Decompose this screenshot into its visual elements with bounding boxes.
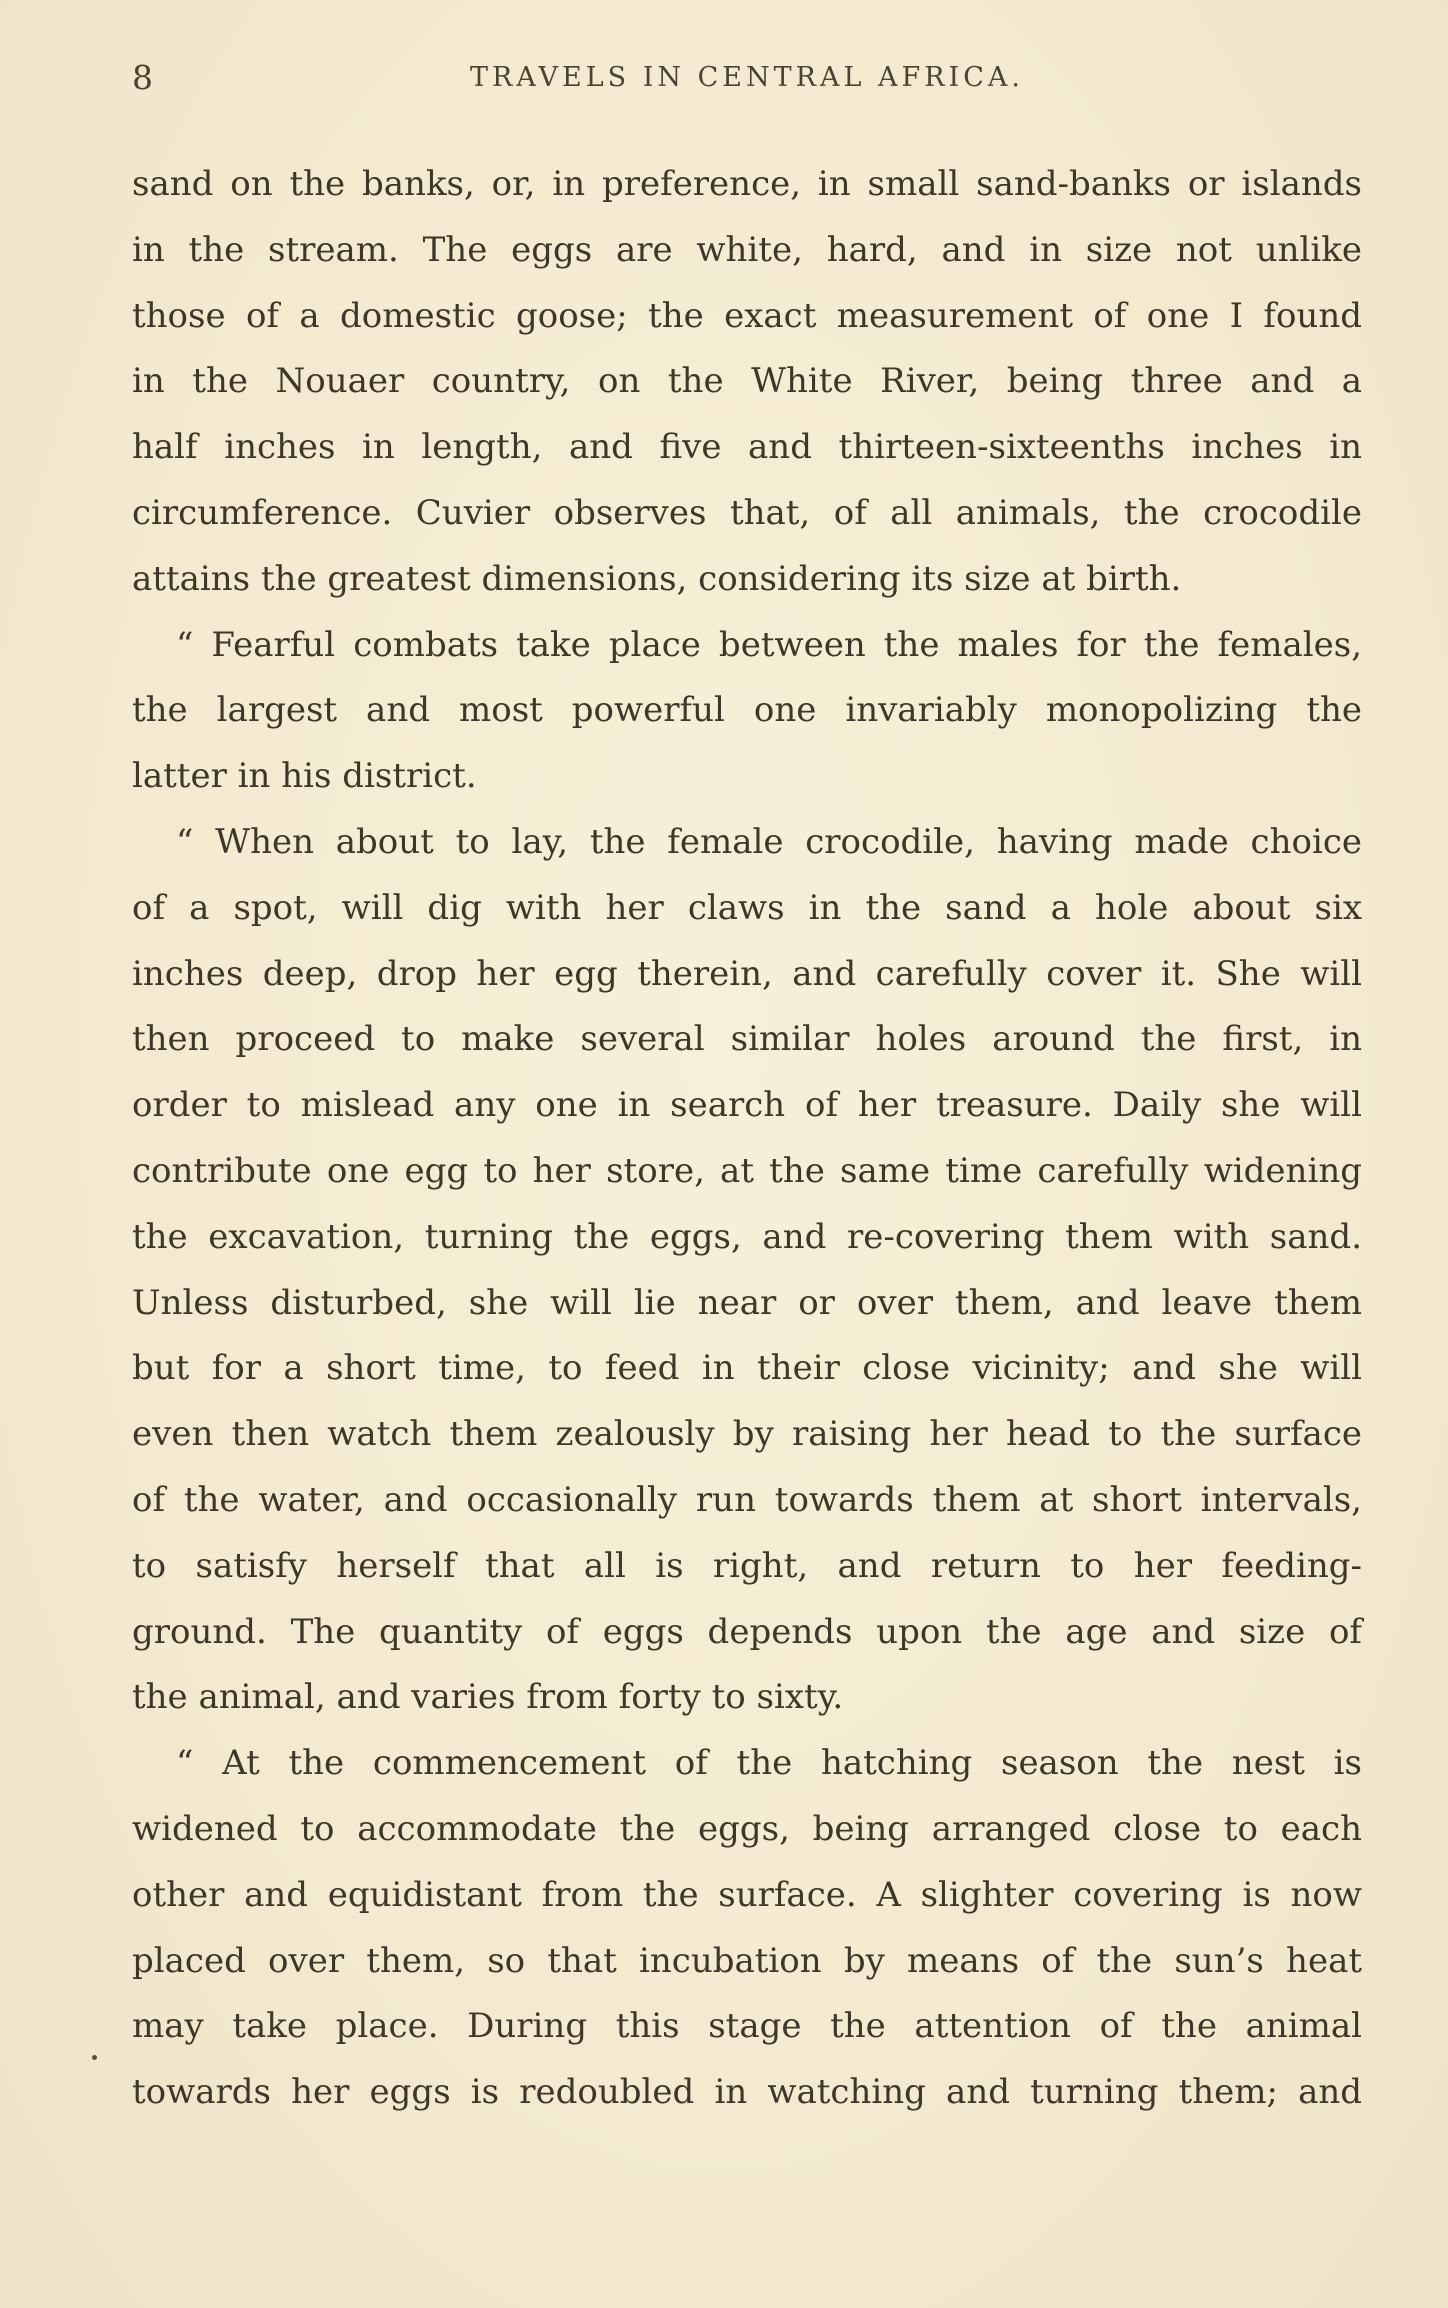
running-title: TRAVELS IN CENTRAL AFRICA.: [470, 62, 1024, 93]
text-line: even then watch them zealously by raising her head to the surface: [132, 1414, 1362, 1455]
text-line: “ Fearful combats take place between the males for the females,: [176, 624, 1362, 665]
text-line: in the Nouaer country, on the White River, being three and a: [132, 361, 1362, 402]
text-line: Unless disturbed, she will lie near or over them, and leave them: [132, 1282, 1362, 1323]
text-line: order to mislead any one in search of her treasure. Daily she will: [132, 1085, 1362, 1126]
text-line: placed over them, so that incubation by means of the sun’s heat: [132, 1940, 1362, 1981]
page-number: 8: [132, 58, 153, 97]
text-line: but for a short time, to feed in their close vicinity; and she will: [132, 1348, 1362, 1389]
text-line: inches deep, drop her egg therein, and carefully cover it. She will: [132, 953, 1362, 994]
text-line: sand on the banks, or, in preference, in small sand-banks or islands: [132, 164, 1362, 204]
text-line: ground. The quantity of eggs depends upon the age and size of: [132, 1611, 1362, 1652]
text-line: the largest and most powerful one invariably monopolizing the: [132, 690, 1362, 731]
text-line: “ When about to lay, the female crocodile, having made choice: [176, 821, 1362, 862]
text-line: attains the greatest dimensions, considering its size at birth.: [132, 558, 1182, 599]
text-line: towards her eggs is redoubled in watching and turning them; and: [132, 2072, 1362, 2113]
text-line: those of a domestic goose; the exact measurement of one I found: [132, 295, 1362, 336]
margin-dot: [92, 2055, 97, 2060]
text-line: widened to accommodate the eggs, being arranged close to each: [132, 1808, 1362, 1849]
body-text: [132, 152, 1362, 2126]
text-line: contribute one egg to her store, at the same time carefully widening: [132, 1150, 1362, 1191]
text-line: of a spot, will dig with her claws in the sand a hole about six: [132, 887, 1362, 928]
text-line: in the stream. The eggs are white, hard, and in size not unlike: [132, 229, 1362, 270]
text-line: circumference. Cuvier observes that, of all animals, the crocodile: [132, 492, 1362, 533]
text-line: half inches in length, and five and thirteen-sixteenths inches in: [132, 427, 1362, 468]
text-line: “ At the commencement of the hatching season the nest is: [176, 1743, 1362, 1784]
text-line: latter in his district.: [132, 756, 477, 797]
text-line: to satisfy herself that all is right, and return to her feeding-: [132, 1545, 1362, 1586]
text-line: of the water, and occasionally run towards them at short intervals,: [132, 1479, 1362, 1520]
text-line: the excavation, turning the eggs, and re-covering them with sand.: [132, 1216, 1362, 1257]
text-line: may take place. During this stage the attention of the animal: [132, 2006, 1362, 2047]
text-line: other and equidistant from the surface. A slighter covering is now: [132, 1874, 1362, 1915]
text-line: the animal, and varies from forty to sixty.: [132, 1677, 844, 1718]
text-line: then proceed to make several similar holes around the first, in: [132, 1019, 1362, 1060]
page-header: [132, 58, 1362, 108]
